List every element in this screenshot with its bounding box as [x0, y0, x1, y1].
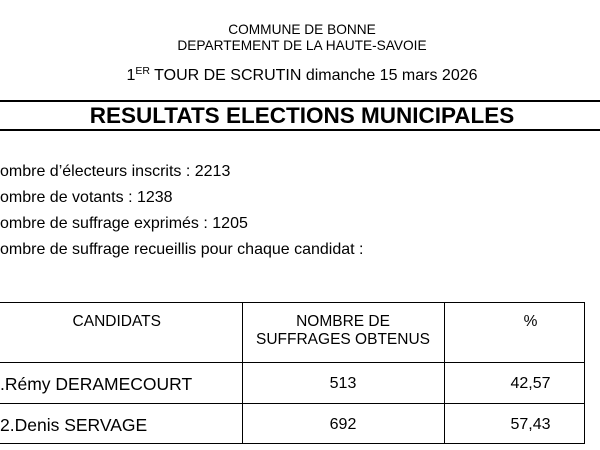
table-row — [0, 363, 584, 404]
stat-value: 1205 — [212, 215, 248, 232]
table-row — [0, 404, 584, 444]
stat-value: 1238 — [136, 189, 173, 206]
stats-list — [0, 159, 600, 263]
stat-label: ombre d’électeurs inscrits : — [0, 163, 191, 180]
candidate-name: 2.Denis SERVAGE — [0, 404, 242, 444]
candidate-suffrages: 692 — [242, 404, 444, 444]
scrutin-date-text: TOUR DE SCRUTIN dimanche 15 mars 2026 — [154, 67, 478, 84]
column-header-suffrages-line2: SUFFRAGES OBTENUS — [256, 331, 430, 348]
candidate-pourcentage: 42,57 — [444, 363, 584, 404]
stat-value: 2213 — [194, 163, 231, 180]
stat-suffrages-exprimes — [0, 211, 600, 237]
candidate-pourcentage: 57,43 — [444, 404, 584, 444]
column-header-suffrages — [242, 303, 444, 363]
stat-suffrages-par-candidat — [0, 237, 600, 263]
scrutin-number-suffix: ER — [135, 65, 150, 77]
stat-label: ombre de suffrage exprimés : — [0, 215, 208, 232]
results-table — [0, 302, 585, 444]
table-header-row — [0, 303, 584, 363]
scrutin-number: 1 — [126, 67, 136, 84]
stat-label: ombre de votants : — [0, 189, 133, 206]
departement-name: DEPARTEMENT DE LA HAUTE-SAVOIE — [177, 38, 427, 53]
stat-votants — [0, 185, 600, 211]
candidate-suffrages: 513 — [242, 363, 444, 404]
commune-name: COMMUNE DE BONNE — [228, 22, 376, 37]
candidate-name: .Rémy DERAMECOURT — [0, 363, 242, 404]
stat-electeurs-inscrits — [0, 159, 600, 185]
column-header-pourcentage: % — [444, 303, 584, 363]
column-header-candidats: CANDIDATS — [0, 303, 242, 363]
page-title: RESULTATS ELECTIONS MUNICIPALES — [0, 100, 600, 131]
column-header-suffrages-line1: NOMBRE DE — [296, 313, 390, 330]
stat-label: ombre de suffrage recueillis pour chaque candidat : — [0, 241, 364, 258]
scrutin-line — [0, 67, 600, 85]
